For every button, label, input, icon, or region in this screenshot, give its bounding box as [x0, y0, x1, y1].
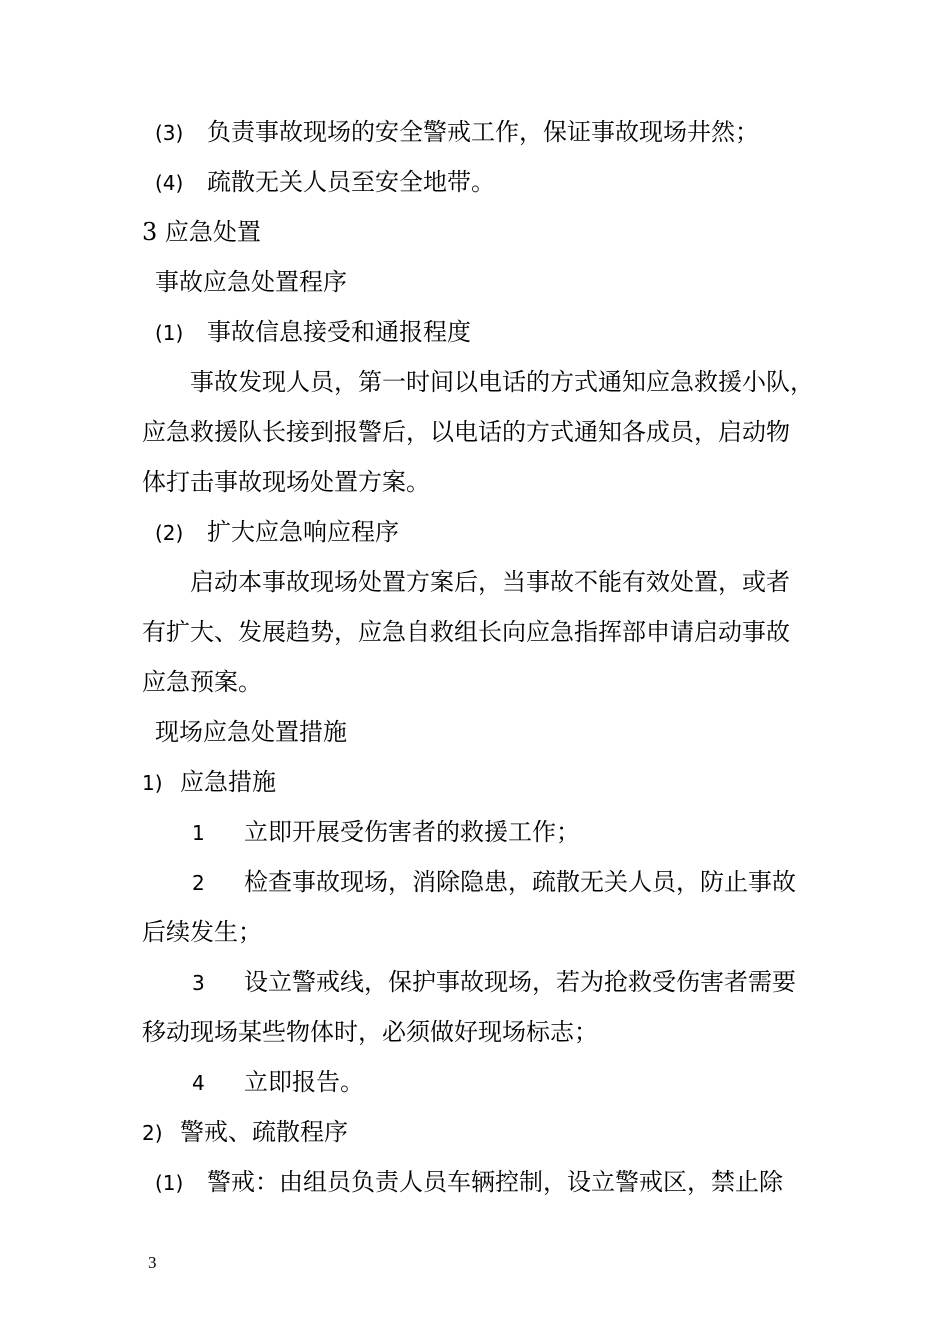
- section-heading: 3 应急处置: [142, 218, 261, 246]
- subsection-heading: 现场应急处置措施: [155, 718, 347, 746]
- list-item-2-paren: 2) 警戒、疏散程序: [142, 1118, 348, 1146]
- numbered-item: 2 检查事故现场，消除隐患，疏散无关人员，防止事故: [192, 868, 796, 896]
- list-item-2: (2) 扩大应急响应程序: [155, 518, 399, 546]
- list-item-4: (4) 疏散无关人员至安全地带。: [155, 168, 495, 196]
- paragraph-line: 有扩大、发展趋势，应急自救组长向应急指挥部申请启动事故: [142, 618, 790, 646]
- paragraph-line: 应急救援队长接到报警后，以电话的方式通知各成员，启动物: [142, 418, 790, 446]
- page-number: 3: [148, 1253, 157, 1272]
- numbered-item: 4 立即报告。: [192, 1068, 364, 1096]
- numbered-item: 3 设立警戒线，保护事故现场，若为抢救受伤害者需要: [192, 968, 796, 996]
- paragraph-line: 启动本事故现场处置方案后，当事故不能有效处置，或者: [190, 568, 790, 596]
- paragraph-line: 移动现场某些物体时，必须做好现场标志；: [142, 1018, 598, 1046]
- subsection-heading: 事故应急处置程序: [155, 268, 347, 296]
- paragraph-line: 后续发生；: [142, 918, 262, 946]
- paragraph-line: 应急预案。: [142, 668, 262, 696]
- list-item-1-paren: 1) 应急措施: [142, 768, 276, 796]
- list-item-3: (3) 负责事故现场的安全警戒工作，保证事故现场井然；: [155, 118, 759, 146]
- list-item-1: (1) 警戒：由组员负责人员车辆控制，设立警戒区，禁止除: [155, 1168, 783, 1196]
- list-item-1: (1) 事故信息接受和通报程度: [155, 318, 471, 346]
- paragraph-line: 体打击事故现场处置方案。: [142, 468, 430, 496]
- paragraph-line: 事故发现人员，第一时间以电话的方式通知应急救援小队，: [190, 368, 814, 396]
- numbered-item: 1 立即开展受伤害者的救援工作；: [192, 818, 580, 846]
